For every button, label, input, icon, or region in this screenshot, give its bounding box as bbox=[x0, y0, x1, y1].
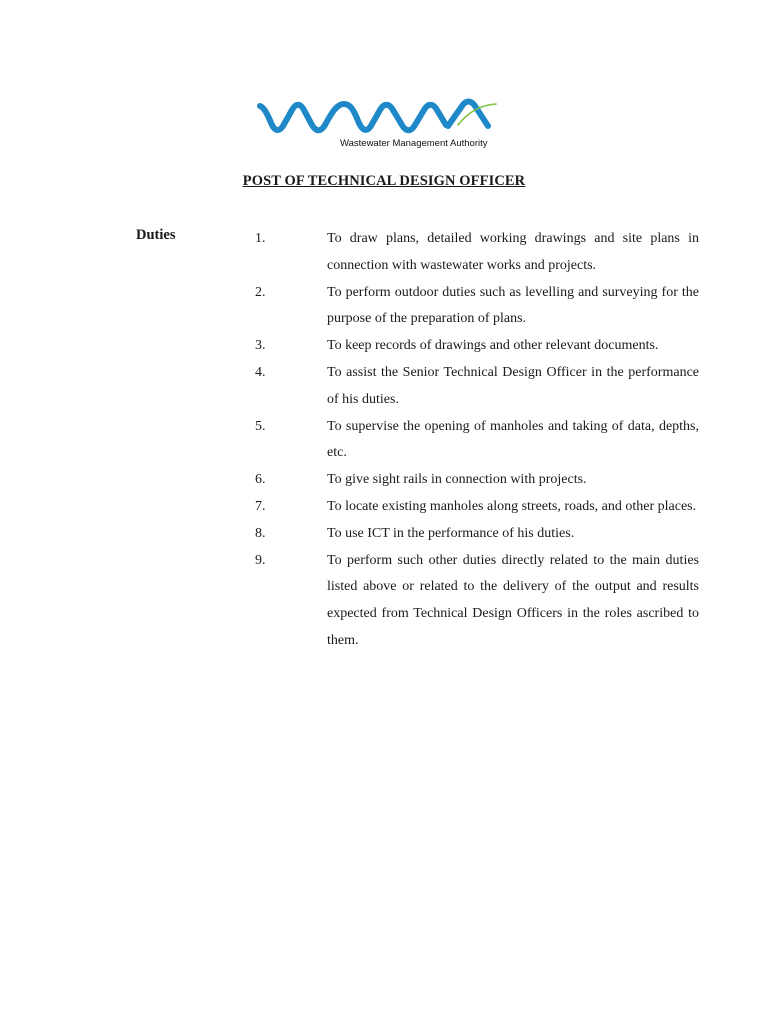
duty-number: 6. bbox=[255, 472, 266, 488]
duty-item bbox=[255, 548, 699, 655]
duty-text: To perform outdoor duties such as levelling and surveying for the purpose of the preparation of plans. bbox=[327, 284, 699, 327]
section-label-duties: Duties bbox=[136, 227, 176, 243]
logo-subtitle: Wastewater Management Authority bbox=[340, 138, 488, 149]
duty-text: To assist the Senior Technical Design Officer in the performance of his duties. bbox=[327, 364, 699, 407]
duty-number: 4. bbox=[255, 364, 266, 380]
duty-number: 2. bbox=[255, 284, 266, 300]
duty-text: To supervise the opening of manholes and taking of data, depths, etc. bbox=[327, 418, 699, 461]
duty-item bbox=[255, 226, 699, 280]
duty-number: 1. bbox=[255, 231, 266, 246]
wma-logo bbox=[252, 92, 518, 158]
duty-item bbox=[255, 521, 699, 548]
duty-item bbox=[255, 467, 699, 494]
duty-text: To keep records of drawings and other relevant documents. bbox=[327, 338, 659, 354]
duty-text: To give sight rails in connection with projects. bbox=[327, 472, 587, 488]
duty-item bbox=[255, 414, 699, 468]
duty-number: 5. bbox=[255, 418, 266, 434]
duty-text: To use ICT in the performance of his duties. bbox=[327, 525, 575, 541]
duty-number: 7. bbox=[255, 498, 266, 514]
wma-wave-logo-icon bbox=[252, 92, 518, 138]
duty-text: To perform such other duties directly related to the main duties listed above or related to the delivery of the output and results expected from Technical Design Officers in the roles ascribed to them. bbox=[327, 552, 699, 648]
duties-list bbox=[255, 226, 699, 655]
duty-text: To draw plans, detailed working drawings and site plans in connection with wastewater works and projects. bbox=[327, 231, 699, 273]
duty-number: 8. bbox=[255, 525, 266, 541]
duty-item bbox=[255, 333, 699, 360]
duty-number: 3. bbox=[255, 338, 266, 354]
page-title: POST OF TECHNICAL DESIGN OFFICER bbox=[242, 173, 526, 189]
duty-item bbox=[255, 494, 699, 521]
duty-number: 9. bbox=[255, 552, 266, 568]
duty-text: To locate existing manholes along streets, roads, and other places. bbox=[327, 498, 697, 514]
duty-item bbox=[255, 360, 699, 414]
duty-item bbox=[255, 280, 699, 334]
